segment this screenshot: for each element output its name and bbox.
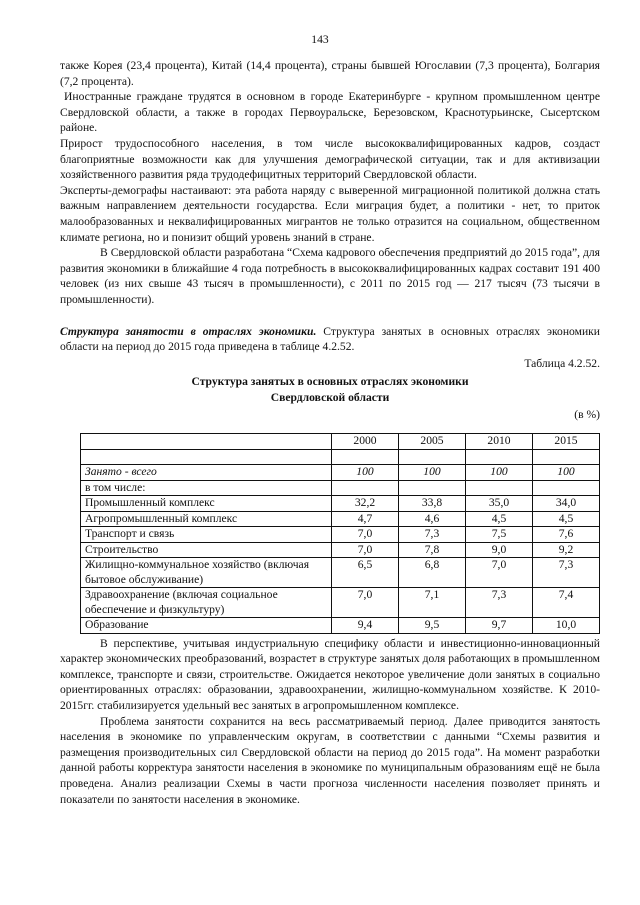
cell-value: 7,0 [332,542,399,558]
cell-value: 7,0 [466,558,533,588]
year-header: 2005 [399,434,466,450]
section-paragraph [60,324,600,355]
cell-value: 34,0 [533,496,600,512]
table-title-line: Свердловской области [270,390,390,404]
cell-value: 7,3 [466,588,533,618]
cell-value: 100 [332,465,399,481]
paragraph: Проблема занятости сохранится на весь рассматриваемый период. Далее приводится занятость населения в экономике по управленческим округам, в соответствии с данными “Схемы развития и размещения производительных сил Свердловской области на период до 2015 года”. На момент разработки данной работы корректура занятости населения в экономике по муниципальным образованиям ещё не была проведена. Анализ реализации Схемы в части прогноза численности населения позволяет принять и показатели по занятости населения в экономике. [60,714,600,806]
row-label: Строительство [81,542,332,558]
blank-row [81,450,600,465]
table-unit: (в %) [574,408,600,422]
section-text: Структура занятых в основных отраслях экономики области на период до 2015 года приведена в таблице 4.2.52. [60,324,601,354]
table-row [81,527,600,543]
cell-value: 7,1 [399,588,466,618]
row-label: Транспорт и связь [81,527,332,543]
cell-value: 6,8 [399,558,466,588]
table-number: Таблица 4.2.52. [524,356,600,370]
table-title [60,374,600,405]
cell-value: 6,5 [332,558,399,588]
employment-table [80,433,600,634]
table-row [81,511,600,527]
row-label: Занято - всего [81,465,332,481]
document-body [60,58,600,807]
year-header: 2010 [466,434,533,450]
cell-value: 7,6 [533,527,600,543]
row-label: Образование [81,618,332,634]
table-header-row [81,434,600,450]
cell-value: 7,3 [533,558,600,588]
subheader-row [81,480,600,496]
row-label: Агропромышленный комплекс [81,511,332,527]
table-row [81,496,600,512]
cell-value: 7,0 [332,588,399,618]
cell-value: 9,2 [533,542,600,558]
table-row [81,542,600,558]
table-title-line: Структура занятых в основных отраслях экономики [191,375,469,389]
cell-value: 10,0 [533,618,600,634]
table-row [81,588,600,618]
paragraph: В перспективе, учитывая индустриальную специфику области и инвестиционно-инновационный характер экономических преобразований, возрастет в структуре занятых доля работающих в промышленном комплексе, транспорте и связи, строительстве. Ожидается некоторое увеличение доли занятых в социально ориентированных отраслях: образовании, здравоохранении, жилищно-коммунальном хозяйстве. К 2010-2015гг. стабилизируется удельный вес занятых в агропромышленном комплексе. [60,636,600,712]
table-row [81,558,600,588]
cell-value: 100 [466,465,533,481]
cell-value: 100 [533,465,600,481]
header-empty-cell [81,434,332,450]
row-label: Здравоохранение (включая социальное обеспечение и физкультуру) [81,588,332,618]
cell-value: 4,6 [399,511,466,527]
section-heading: Структура занятости в отраслях экономики. [60,324,317,338]
year-header: 2000 [332,434,399,450]
cell-value: 4,7 [332,511,399,527]
row-label: Промышленный комплекс [81,496,332,512]
cell-value: 4,5 [533,511,600,527]
row-label: в том числе: [81,480,332,496]
cell-value: 9,7 [466,618,533,634]
cell-value: 33,8 [399,496,466,512]
page-number: 143 [311,33,329,46]
cell-value: 32,2 [332,496,399,512]
paragraph: В Свердловской области разработана “Схема кадрового обеспечения предприятий до 2015 года”, для развития экономики в ближайшие 4 года потребность в высококвалифицированных кадрах составит 191 400 человек (из них свыше 43 тысяч в промышленности), с 2011 по 2015 год — 217 тысяч (73 тысячи в промышленности). [60,246,600,306]
cell-value: 7,5 [466,527,533,543]
cell-value: 9,4 [332,618,399,634]
cell-value: 9,0 [466,542,533,558]
cell-value: 7,8 [399,542,466,558]
cell-value: 9,5 [399,618,466,634]
cell-value: 35,0 [466,496,533,512]
total-row [81,465,600,481]
paragraph: Иностранные граждане трудятся в основном в городе Екатеринбурге - крупном промышленном центре Свердловской области, а также в городах Первоуральске, Березовском, Краснотурьинске, Сысертском районе. [60,90,600,135]
table-row [81,618,600,634]
year-header: 2015 [533,434,600,450]
cell-value: 7,3 [399,527,466,543]
cell-value: 7,0 [332,527,399,543]
paragraph: также Корея (23,4 процента), Китай (14,4 процента), страны бывшей Югославии (7,3 процента), Болгария (7,2 процента). [60,59,600,88]
paragraph: Эксперты-демографы настаивают: эта работа наряду с выверенной миграционной политикой должна стать важным направлением деятельности государства. Если миграция будет, а политики - нет, то приток малообразованных и неквалифицированных мигрантов не только отразится на социальном, общественном климате региона, но и понизит общий уровень знаний в стране. [60,183,600,244]
cell-value: 4,5 [466,511,533,527]
cell-value: 7,4 [533,588,600,618]
row-label: Жилищно-коммунальное хозяйство (включая бытовое обслуживание) [81,558,332,588]
paragraph: Прирост трудоспособного населения, в том числе высококвалифицированных кадров, создаст благоприятные возможности как для улучшения демографической ситуации, так и для активизации хозяйственного развития ряда трудодефицитных территорий Свердловской области. [60,136,600,182]
cell-value: 100 [399,465,466,481]
